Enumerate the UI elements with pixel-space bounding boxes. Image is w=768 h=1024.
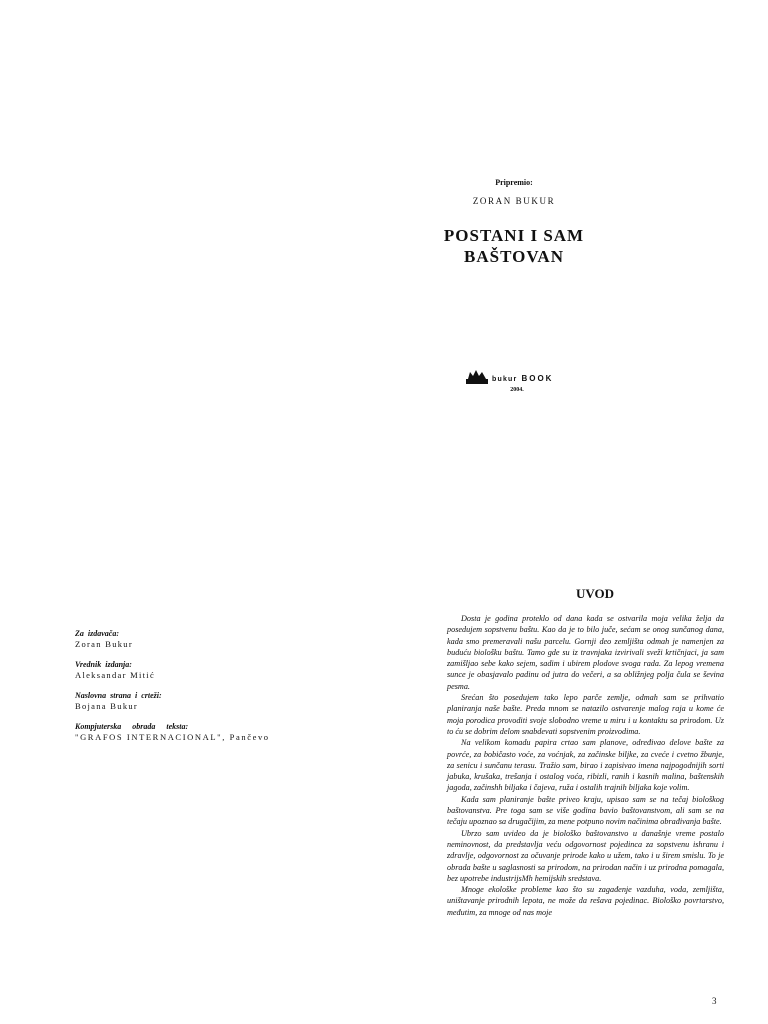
credit-publisher — [75, 628, 375, 650]
credit-illustrations — [75, 690, 375, 712]
publication-year: 2004. — [510, 387, 524, 393]
body-paragraph: Mnoge ekološke probleme kao što su zagađenje vazduha, voda, zemljišta, uništavanje prirodnih lepota, ne može da rešava pojedinac. Biološko povrtarstvo, međutim, za mnoge od nas moje — [447, 885, 724, 917]
credit-label: Naslovna strana i crteži: — [75, 691, 162, 700]
book-stack-icon — [466, 370, 488, 384]
book-title-line-1: POSTANI I SAM — [443, 226, 585, 245]
book-title-line-2: BAŠTOVAN — [464, 247, 564, 266]
credits-block — [75, 628, 375, 752]
credit-label: Za izdavača: — [75, 629, 119, 638]
credit-value: "GRAFOS INTERNACIONAL", Pančevo — [75, 732, 270, 742]
credit-label: Kompjuterska obrada teksta: — [75, 722, 189, 731]
credit-value: Aleksandar Mitić — [75, 670, 156, 680]
credit-value: Zoran Bukur — [75, 639, 133, 649]
body-paragraph: Ubrzo sam uvideo da je biološko baštovanstvo u današnje vreme postalo neminovnost, da predstavlja veću odgovornost pojedinca za sopstvenu ishranu i zdravlje, odgovornost za očuvanje prirode kako u užem, tako i u širem smislu. To je obrada bašte u saglasnosti sa prirodom, na prirodan način i uz prirodna pomagala, bez upotrebe industrijsMh hemijskih sredstava. — [447, 828, 724, 883]
credit-value: Bojana Bukur — [75, 701, 139, 711]
section-heading: UVOD — [575, 586, 615, 601]
publisher-word-bukur: bukur — [492, 376, 518, 383]
body-paragraph: Na velikom komadu papira crtao sam planove, određivao delove bašte za povrće, za bobičasto voće, za voćnjak, za začinske biljke, za cveće i cvetno žbunje, za senicu i sunčanu terasu. Tražio sam, birao i zapisivao imena najpogodnijih sorti jabuka, krušaka, trešanja i ostalog voća, ribizli, ranih i kasnih malina, baštenskih jagoda, začinshh biljaka i čajeva, ruža i ostalih trajnih biljaka koje volim. — [447, 738, 724, 793]
prepared-by-label: Pripremio: — [495, 178, 533, 187]
credit-typesetting — [75, 721, 375, 743]
book-title — [436, 225, 592, 267]
page-number: 3 — [712, 996, 717, 1006]
intro-body-text — [447, 613, 724, 918]
publisher-logo — [466, 370, 562, 404]
body-paragraph: Dosta je godina proteklo od dana kada se ostvarila moja velika želja da posedujem sopstvenu baštu. Kao da je to bilo juče, sećam se onog sunčanog dana, kada smo premeravali našu parcelu. Gornji deo zemljišta odmah je namenjen za buduću biološku baštu. Tamo gde su iz travnjaka izvirivali sveži krtičnjaci, ja sam zamišljao sebe kako sejem, sadim i ubirem plodove svoga rada. Za lepog vremena sunce je obasjavalo padinu od jutra do večeri, a sa obližnjeg polja čula se ševina pesma. — [447, 614, 724, 691]
author-name: ZORAN BUKUR — [472, 196, 556, 206]
body-paragraph: Srećan što posedujem tako lepo parče zemlje, odmah sam se prihvatio planiranja naše bašte. Preda mnom se natazilo ostvarenje malog raja u kome će moja porodica provoditi svoje slobodno vreme u miru i u kontaktu sa prirodom. Uz to ću se dobrim delom snabdevati sopstvenim proizvodima. — [447, 693, 724, 736]
credit-editor — [75, 659, 375, 681]
body-paragraph: Kada sam planiranje bašte priveo kraju, upisao sam se na tečaj biološkog baštovanstva. Pre toga sam se više godina bavio baštovanstvom, ali sam se na tečaju upoznao sa drugačijim, za mene potpuno novim načinima obrađivanja bašte. — [447, 794, 724, 827]
publisher-word-book: BOOK — [521, 374, 554, 383]
credit-label: Vrednik izdanja: — [75, 660, 132, 669]
